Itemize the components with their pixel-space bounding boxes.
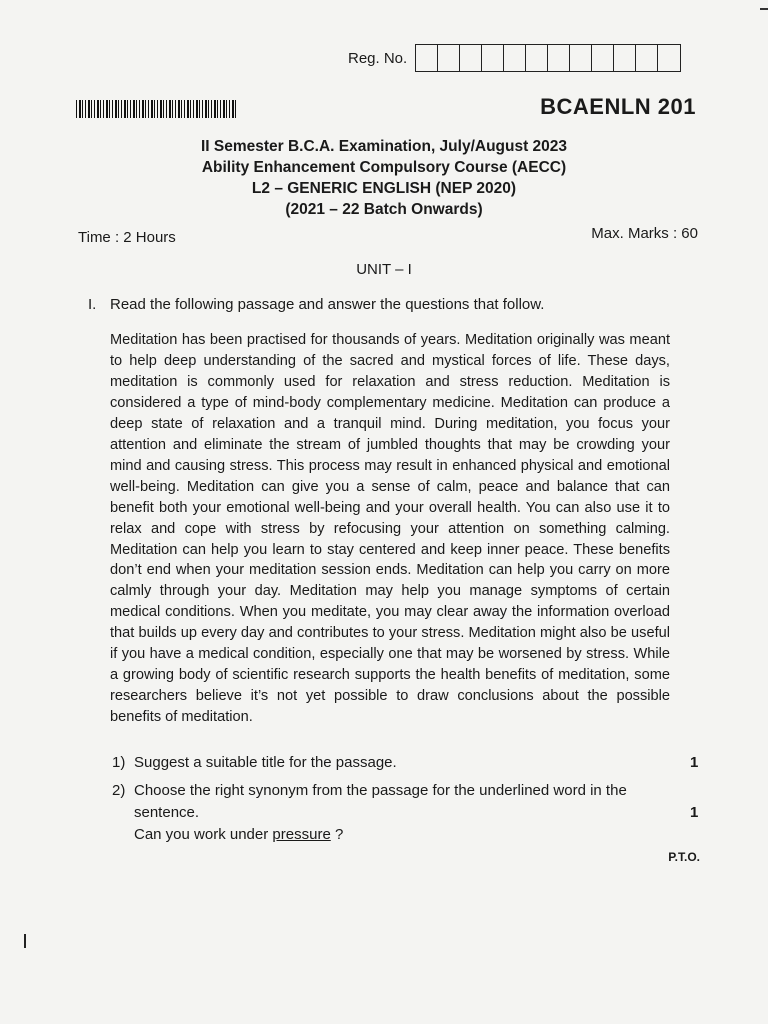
example-prefix: Can you work under (134, 826, 269, 843)
max-marks: Max. Marks : 60 (591, 225, 698, 242)
reg-no-box[interactable] (614, 45, 636, 71)
reg-no-box[interactable] (592, 45, 614, 71)
reading-passage: Meditation has been practised for thousands of years. Meditation originally was meant to help deep understanding of the sacred and mystical forces of life. These days, meditation is commonly used for relaxation and stress reduction. Meditation is considered a type of mind-body complementary medicine. Meditation can produce a deep state of relaxation and a tranquil mind. During meditation, you focus your attention and eliminate the stream of jumbled thoughts that may be crowding your mind and causing stress. This process may result in enhanced physical and emotional well-being. Meditation can give you a sense of calm, peace and balance that can benefit both your emotional well-being and your overall health. You can also use it to relax and cope with stress by refocusing your attention on something calming. Meditation can help you learn to stay centered and keep inner peace. These benefits don’t end when your meditation session ends. Meditation can help you carry on more calmly through your day. Meditation may help you manage symptoms of certain medical conditions. When you meditate, you may clear away the information overload that builds up every day and contributes to your stress. Meditation might also be useful if you have a medical condition, especially one that may be worsened by stress. While a growing body of scientific research supports the health benefits of meditation, some researchers believe it’s not yet possible to draw conclusions about the possible benefits of meditation. (110, 332, 670, 726)
reg-no-label: Reg. No. (348, 49, 408, 67)
exam-titles (0, 136, 768, 220)
title-line-2: Ability Enhancement Compulsory Course (AECC) (201, 159, 567, 176)
paper-code: BCAENLN 201 (540, 94, 696, 119)
title-line-1: II Semester B.C.A. Examination, July/August 2023 (200, 138, 568, 155)
subquestion-1-marks: 1 (690, 754, 699, 771)
subquestion-2-text: Choose the right synonym from the passage for the underlined word in the sentence. (134, 782, 627, 821)
subquestion-1 (0, 752, 768, 776)
reg-no-box[interactable] (438, 45, 460, 71)
subquestion-1-number: 1) (112, 754, 126, 771)
pto-label: P.T.O. (668, 850, 700, 864)
reg-no-box[interactable] (636, 45, 658, 71)
edge-mark (760, 8, 768, 10)
subquestion-2-number: 2) (112, 782, 126, 799)
unit-heading: UNIT – I (356, 261, 412, 278)
subquestion-2 (0, 780, 768, 850)
title-line-3: L2 – GENERIC ENGLISH (NEP 2020) (251, 180, 517, 197)
reg-no-box[interactable] (460, 45, 482, 71)
reg-no-box[interactable] (416, 45, 438, 71)
margin-mark (24, 934, 26, 948)
reg-no-box[interactable] (570, 45, 592, 71)
reg-no-box[interactable] (526, 45, 548, 71)
reg-no-boxes[interactable] (415, 44, 681, 72)
reg-no-box[interactable] (504, 45, 526, 71)
subquestion-2-marks: 1 (690, 804, 699, 821)
reg-no-box[interactable] (548, 45, 570, 71)
subquestion-2-example (134, 824, 674, 846)
barcode (76, 100, 238, 118)
time-allowed: Time : 2 Hours (78, 229, 176, 246)
reg-no-box[interactable] (658, 45, 680, 71)
example-suffix: ? (334, 826, 344, 843)
title-line-4: (2021 – 22 Batch Onwards) (285, 201, 483, 218)
reg-no-box[interactable] (482, 45, 504, 71)
question-number: I. (88, 296, 97, 313)
reg-no-field (348, 44, 681, 72)
subquestion-1-text: Suggest a suitable title for the passage. (134, 754, 397, 771)
question-instruction: Read the following passage and answer the questions that follow. (110, 296, 545, 313)
example-underlined-word: pressure (272, 826, 331, 843)
